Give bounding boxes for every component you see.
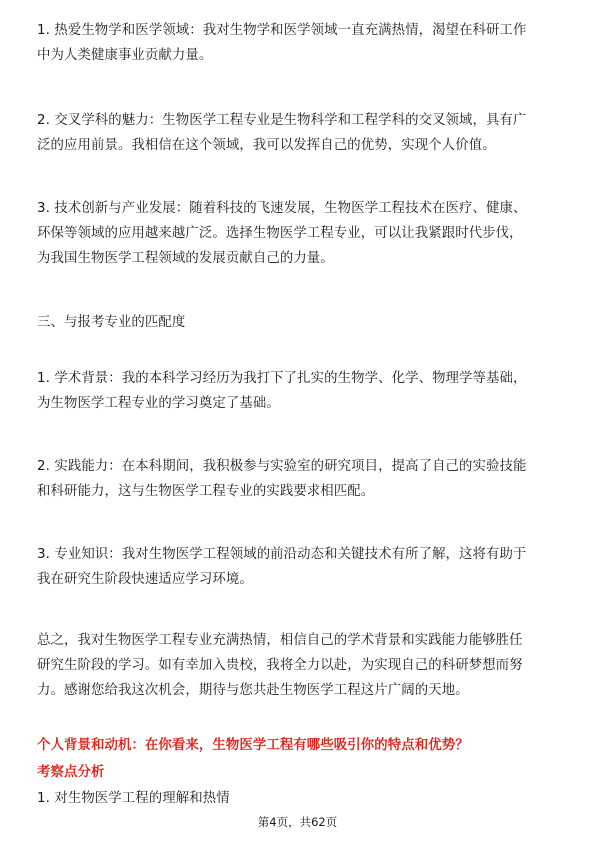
paragraph-line: 力。感谢您给我这次机会，期待与您共赴生物医学工程这片广阔的天地。 bbox=[37, 683, 469, 698]
paragraph-line: 研究生阶段的学习。如有幸加入贵校，我将全力以赴，为实现自己的科研梦想而努 bbox=[37, 658, 523, 673]
paragraph-line: 我在研究生阶段快速适应学习环境。 bbox=[37, 572, 253, 587]
paragraph-line: 环保等领域的应用越来越广泛。选择生物医学工程专业，可以让我紧跟时代步伐， bbox=[37, 226, 523, 241]
page-number: 第4页，共62页 bbox=[257, 815, 338, 829]
paragraph-line: 2. 交叉学科的魅力：生物医学工程专业是生物科学和工程学科的交叉领域，具有广 bbox=[37, 113, 527, 128]
paragraph-interdisciplinary-appeal bbox=[37, 108, 567, 158]
paragraph-professional-knowledge bbox=[37, 542, 567, 592]
paragraph-line: 为生物医学工程专业的学习奠定了基础。 bbox=[37, 396, 280, 411]
paragraph-line: 总之，我对生物医学工程专业充满热情，相信自己的学术背景和实践能力能够胜任 bbox=[37, 633, 523, 648]
analysis-heading: 考察点分析 bbox=[37, 765, 105, 780]
paragraph-line: 为我国生物医学工程领域的发展贡献自己的力量。 bbox=[37, 251, 334, 266]
paragraph-practical-ability bbox=[37, 454, 567, 504]
paragraph-line: 1. 热爱生物学和医学领域：我对生物学和医学领域一直充满热情，渴望在科研工作 bbox=[37, 23, 527, 38]
paragraph-line: 泛的应用前景。我相信在这个领域，我可以发挥自己的优势，实现个人价值。 bbox=[37, 138, 496, 153]
section-heading-major-fit: 三、与报考专业的匹配度 bbox=[37, 315, 186, 330]
paragraph-line: 1. 学术背景：我的本科学习经历为我打下了扎实的生物学、化学、物理学等基础， bbox=[37, 371, 527, 386]
paragraph-line: 中为人类健康事业贡献力量。 bbox=[37, 48, 213, 63]
paragraph-line: 和科研能力，这与生物医学工程专业的实践要求相匹配。 bbox=[37, 484, 375, 499]
paragraph-line: 2. 实践能力：在本科期间，我积极参与实验室的研究项目，提高了自己的实验技能 bbox=[37, 459, 527, 474]
paragraph-academic-background bbox=[37, 366, 567, 416]
paragraph-line: 3. 技术创新与产业发展：随着科技的飞速发展，生物医学工程技术在医疗、健康、 bbox=[37, 201, 527, 216]
question-title: 个人背景和动机：在你看来，生物医学工程有哪些吸引你的特点和优势？ bbox=[37, 738, 469, 753]
paragraph-passion-for-biology-medicine bbox=[37, 18, 567, 68]
paragraph-innovation-industry bbox=[37, 196, 567, 271]
paragraph-conclusion bbox=[37, 628, 567, 703]
paragraph-line: 3. 专业知识：我对生物医学工程领域的前沿动态和关键技术有所了解，这将有助于 bbox=[37, 547, 527, 562]
analysis-point: 1. 对生物医学工程的理解和热情 bbox=[37, 791, 230, 806]
